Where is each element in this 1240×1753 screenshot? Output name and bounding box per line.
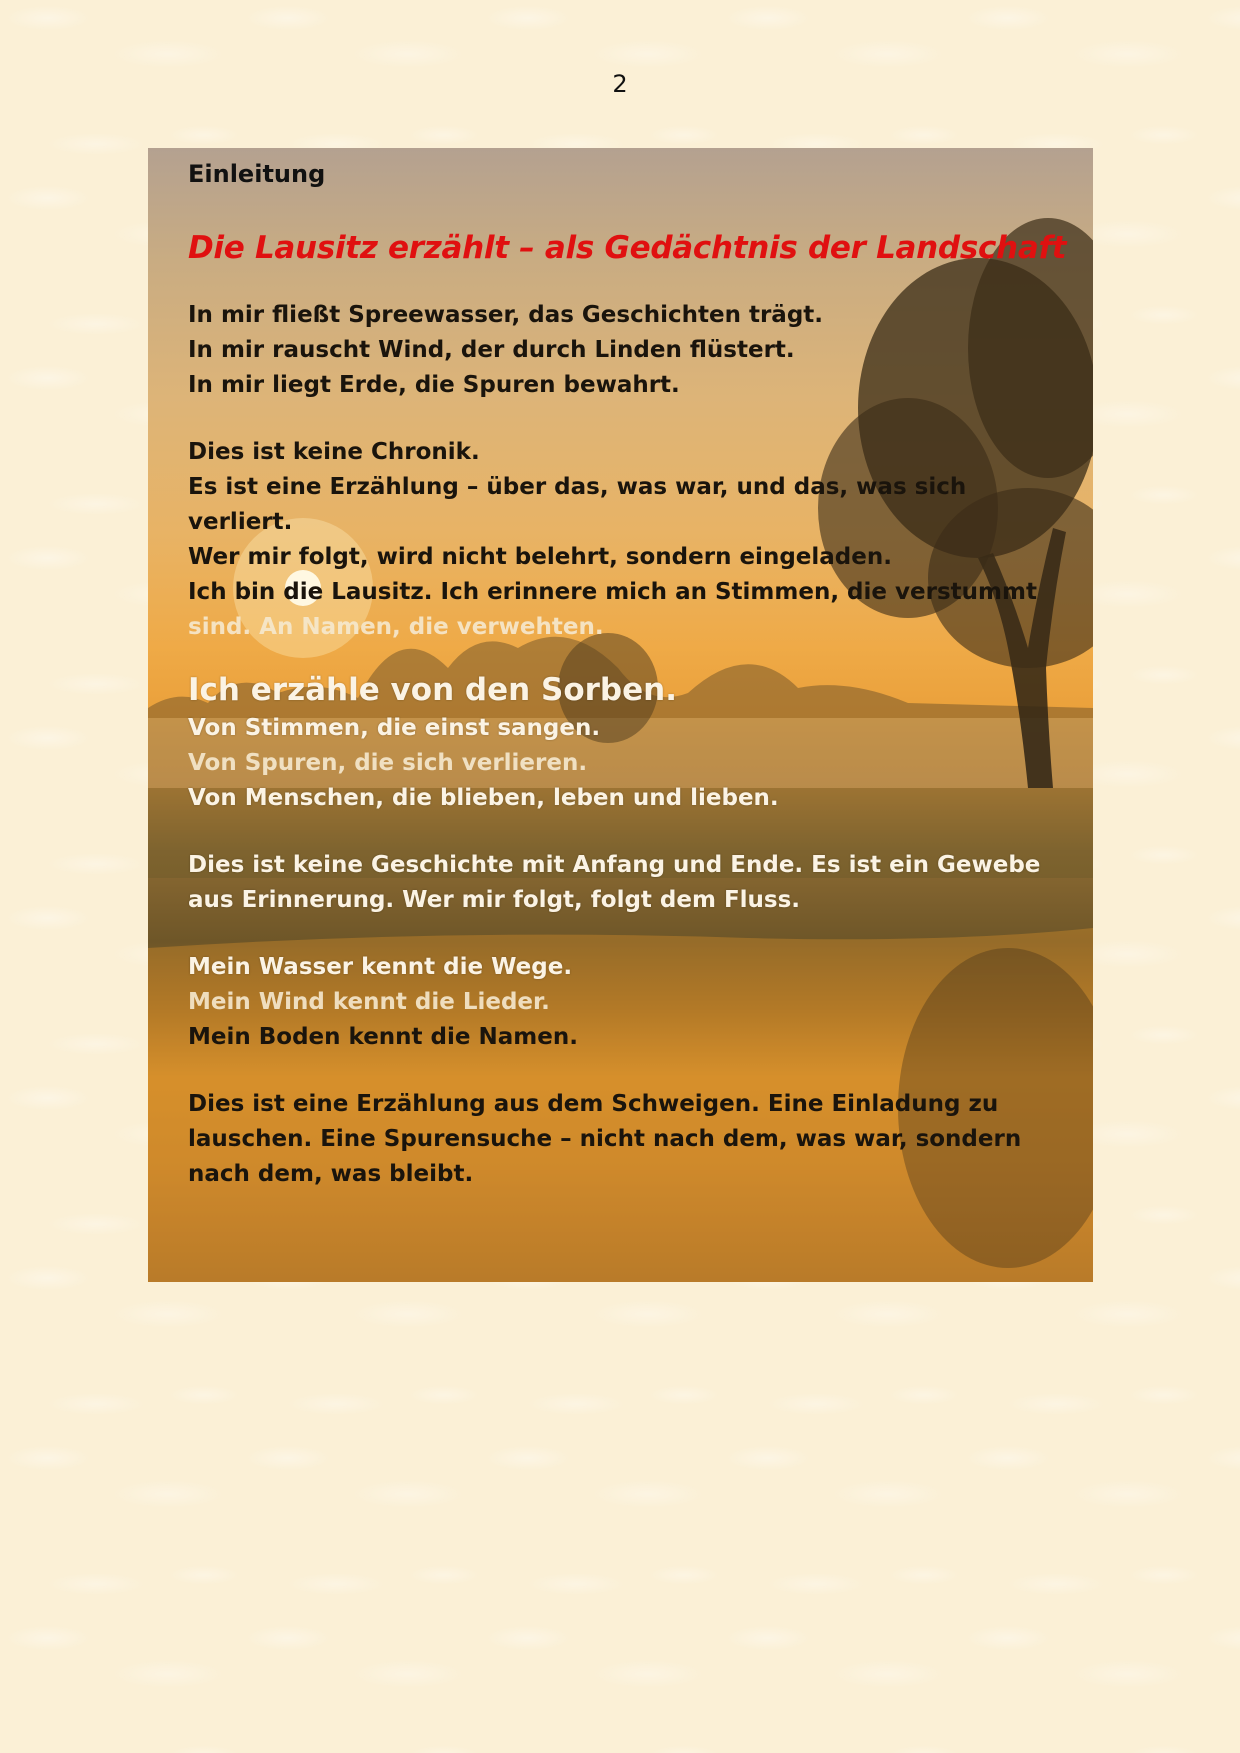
section-heading: Einleitung: [188, 160, 326, 188]
poem-line: sind. An Namen, die verwehten.: [188, 614, 604, 640]
poem-line: In mir rauscht Wind, der durch Linden flüstert.: [188, 337, 795, 363]
poem-line: Es ist eine Erzählung – über das, was war, und das, was sich: [188, 474, 967, 500]
poem-line: aus Erinnerung. Wer mir folgt, folgt dem Fluss.: [188, 887, 801, 913]
stanza-heading: Ich erzähle von den Sorben.: [188, 672, 677, 708]
poem-line: Dies ist keine Geschichte mit Anfang und Ende. Es ist ein Gewebe: [188, 852, 1041, 878]
poem-line: In mir fließt Spreewasser, das Geschichten trägt.: [188, 302, 824, 328]
poem-line: verliert.: [188, 509, 293, 535]
poem-line: nach dem, was bleibt.: [188, 1161, 474, 1187]
poem-card: [148, 148, 1093, 1282]
poem-line: Mein Boden kennt die Namen.: [188, 1024, 578, 1050]
stanza-6: [188, 1087, 1078, 1192]
stanza-2: [188, 435, 1078, 645]
poem-line: Dies ist eine Erzählung aus dem Schweigen. Eine Einladung zu: [188, 1091, 999, 1117]
stanza-5: [188, 950, 1078, 1055]
poem-line: Wer mir folgt, wird nicht belehrt, sondern eingeladen.: [188, 544, 892, 570]
stanza-4: [188, 848, 1078, 918]
poem-line: Von Spuren, die sich verlieren.: [188, 750, 588, 776]
poem-text: [188, 158, 1078, 1192]
poem-line: lauschen. Eine Spurensuche – nicht nach dem, was war, sondern: [188, 1126, 1022, 1152]
poem-line: In mir liegt Erde, die Spuren bewahrt.: [188, 372, 680, 398]
page-number: 2: [612, 70, 628, 98]
poem-line: Mein Wind kennt die Lieder.: [188, 989, 550, 1015]
stanza-3: [188, 669, 1078, 816]
poem-title: Die Lausitz erzählt – als Gedächtnis der Landschaft: [188, 230, 1067, 266]
poem-line: Von Menschen, die blieben, leben und lieben.: [188, 785, 779, 811]
poem-line: Von Stimmen, die einst sangen.: [188, 715, 601, 741]
poem-line: Ich bin die Lausitz. Ich erinnere mich an Stimmen, die verstummt: [188, 579, 1037, 605]
poem-line: Mein Wasser kennt die Wege.: [188, 954, 573, 980]
poem-line: Dies ist keine Chronik.: [188, 439, 480, 465]
stanza-1: [188, 298, 1078, 403]
